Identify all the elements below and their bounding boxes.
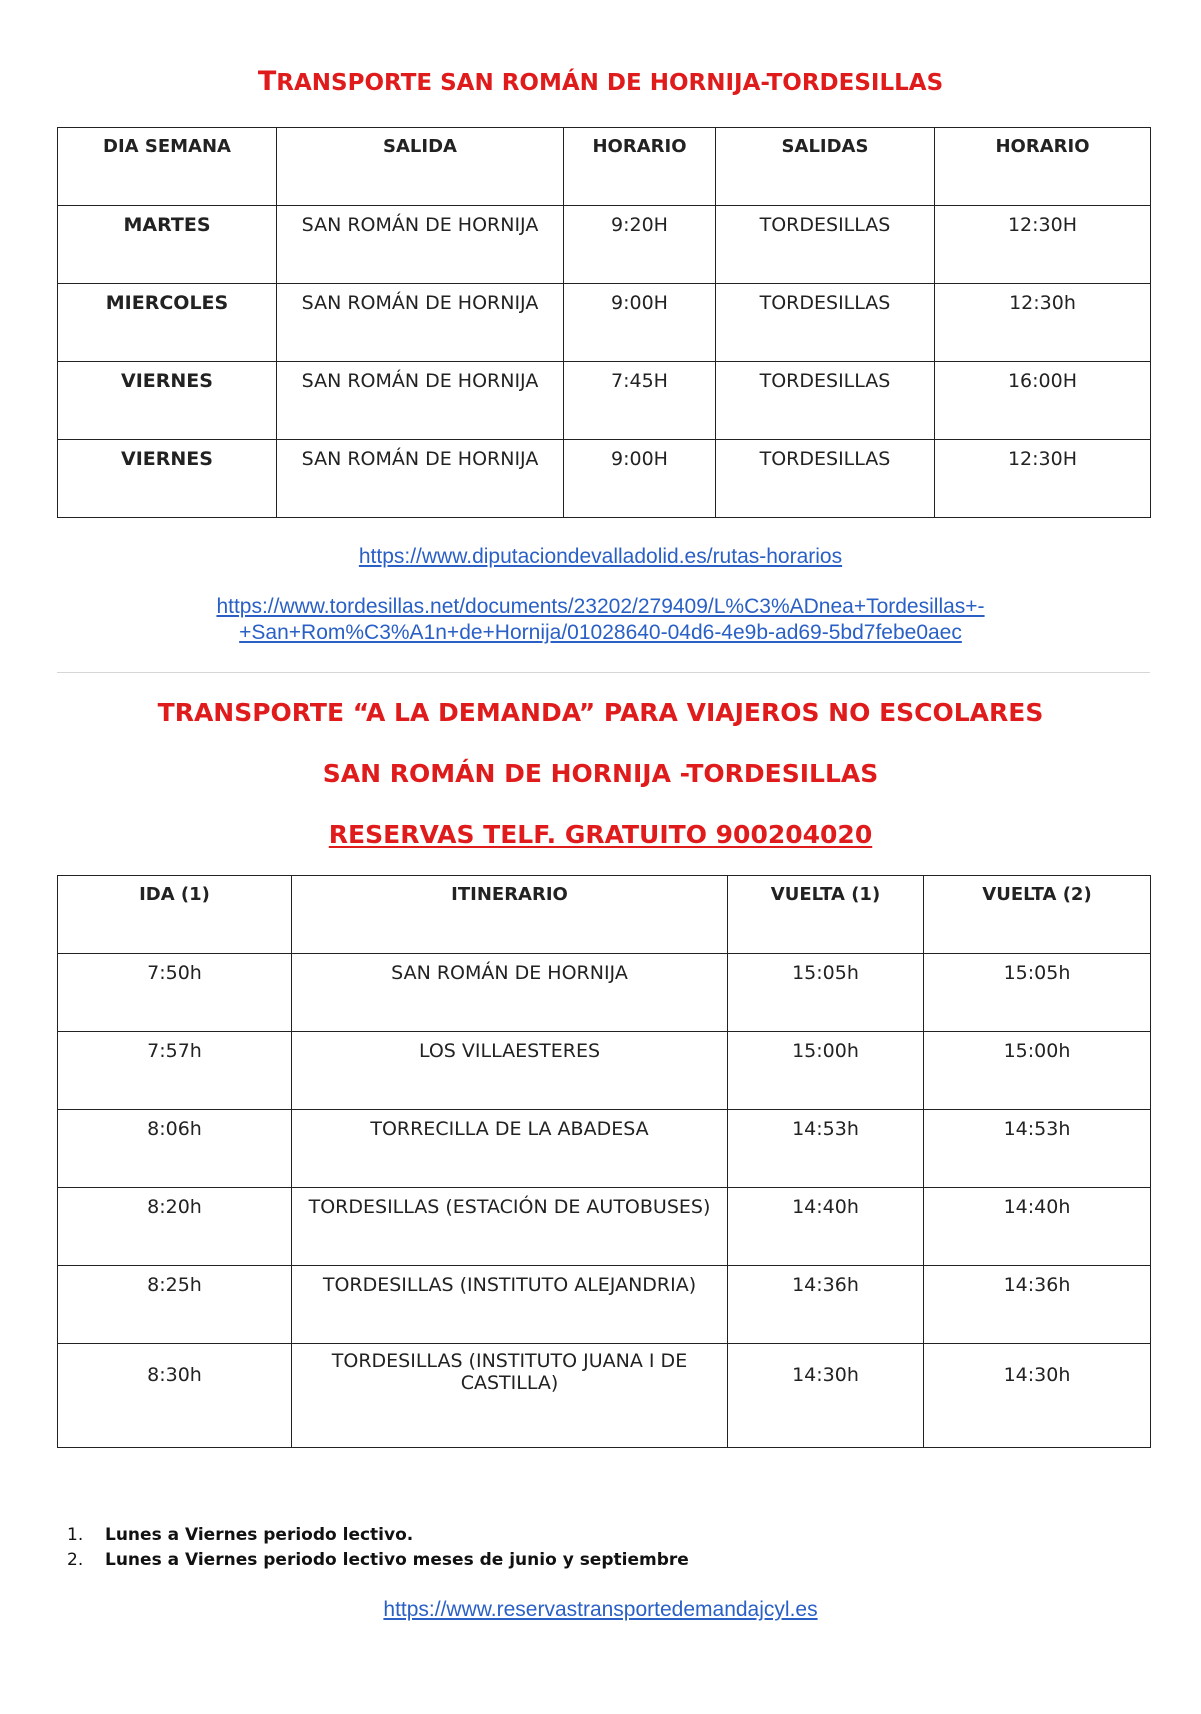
cell-return-departure: TORDESILLAS [716, 440, 935, 518]
cell-return-departure: TORDESILLAS [716, 362, 935, 440]
cell-day: MIERCOLES [58, 284, 277, 362]
cell-day: VIERNES [58, 362, 277, 440]
table-row [58, 1188, 1151, 1266]
reservas-link[interactable]: https://www.reservastransportedemandajcyl.es [383, 1598, 818, 1621]
cell-departure: SAN ROMÁN DE HORNIJA [277, 206, 564, 284]
table-row [58, 284, 1151, 362]
table-row [58, 1032, 1151, 1110]
cell-vuelta-1: 14:36h [728, 1266, 924, 1344]
footnote-item: 1. Lunes a Viernes periodo lectivo. [67, 1525, 414, 1545]
cell-ida: 8:20h [58, 1188, 292, 1266]
header-dia-semana: DIA SEMANA [58, 128, 277, 206]
cell-time: 7:45H [564, 362, 716, 440]
cell-ida: 8:06h [58, 1110, 292, 1188]
cell-vuelta-2: 14:36h [924, 1266, 1151, 1344]
cell-return-time: 12:30h [935, 284, 1151, 362]
table-header-row [58, 128, 1151, 206]
cell-return-time: 12:30H [935, 206, 1151, 284]
cell-vuelta-1: 15:05h [728, 954, 924, 1032]
cell-vuelta-2: 14:40h [924, 1188, 1151, 1266]
table-header-row [58, 876, 1151, 954]
footnote-item: 2. Lunes a Viernes periodo lectivo meses de junio y septiembre [67, 1550, 689, 1570]
reservation-phone: RESERVAS TELF. GRATUITO 900204020 [328, 820, 873, 849]
section2-title: TRANSPORTE “A LA DEMANDA” PARA VIAJEROS NO ESCOLARES [157, 698, 1044, 727]
table-row [58, 1344, 1151, 1448]
tordesillas-link[interactable]: https://www.tordesillas.net/documents/23202/279409/L%C3%ADnea+Tordesillas+- +San+Rom%C3%A1n+de+Hornija/01028640-04d6-4e9b-ad69-5bd7febe0aec [216, 595, 985, 644]
cell-day: MARTES [58, 206, 277, 284]
table-row [58, 1110, 1151, 1188]
schedule-table [57, 127, 1151, 518]
header-horario-2: HORARIO [935, 128, 1151, 206]
cell-vuelta-2: 14:53h [924, 1110, 1151, 1188]
header-horario: HORARIO [564, 128, 716, 206]
table-row [58, 1266, 1151, 1344]
cell-itinerario: TORDESILLAS (INSTITUTO JUANA I DE CASTILLA) [292, 1344, 728, 1448]
header-ida: IDA (1) [58, 876, 292, 954]
cell-itinerario: LOS VILLAESTERES [292, 1032, 728, 1110]
cell-ida: 8:25h [58, 1266, 292, 1344]
cell-time: 9:20H [564, 206, 716, 284]
cell-itinerario: TORRECILLA DE LA ABADESA [292, 1110, 728, 1188]
table-row [58, 954, 1151, 1032]
table-row [58, 206, 1151, 284]
cell-return-time: 12:30H [935, 440, 1151, 518]
cell-return-time: 16:00H [935, 362, 1151, 440]
cell-vuelta-2: 15:00h [924, 1032, 1151, 1110]
on-demand-table [57, 875, 1151, 1448]
cell-vuelta-1: 14:30h [728, 1344, 924, 1448]
table-row [58, 440, 1151, 518]
cell-vuelta-2: 14:30h [924, 1344, 1151, 1448]
header-vuelta-1: VUELTA (1) [728, 876, 924, 954]
cell-ida: 7:50h [58, 954, 292, 1032]
section1-title: TRANSPORTE SAN ROMÁN DE HORNIJA-TORDESILLAS [257, 66, 944, 97]
cell-time: 9:00H [564, 440, 716, 518]
cell-ida: 8:30h [58, 1344, 292, 1448]
section-divider [57, 672, 1150, 673]
cell-departure: SAN ROMÁN DE HORNIJA [277, 284, 564, 362]
cell-day: VIERNES [58, 440, 277, 518]
cell-vuelta-1: 15:00h [728, 1032, 924, 1110]
section2-subtitle: SAN ROMÁN DE HORNIJA -TORDESILLAS [322, 759, 879, 788]
cell-vuelta-2: 15:05h [924, 954, 1151, 1032]
cell-itinerario: TORDESILLAS (INSTITUTO ALEJANDRIA) [292, 1266, 728, 1344]
cell-ida: 7:57h [58, 1032, 292, 1110]
cell-departure: SAN ROMÁN DE HORNIJA [277, 440, 564, 518]
cell-vuelta-1: 14:40h [728, 1188, 924, 1266]
cell-vuelta-1: 14:53h [728, 1110, 924, 1188]
table-row [58, 362, 1151, 440]
cell-itinerario: TORDESILLAS (ESTACIÓN DE AUTOBUSES) [292, 1188, 728, 1266]
cell-return-departure: TORDESILLAS [716, 206, 935, 284]
cell-itinerario: SAN ROMÁN DE HORNIJA [292, 954, 728, 1032]
header-vuelta-2: VUELTA (2) [924, 876, 1151, 954]
cell-return-departure: TORDESILLAS [716, 284, 935, 362]
header-salida: SALIDA [277, 128, 564, 206]
footnotes [67, 1523, 689, 1573]
header-salidas: SALIDAS [716, 128, 935, 206]
header-itinerario: ITINERARIO [292, 876, 728, 954]
diputacion-link[interactable]: https://www.diputaciondevalladolid.es/rutas-horarios [358, 545, 843, 568]
cell-time: 9:00H [564, 284, 716, 362]
cell-departure: SAN ROMÁN DE HORNIJA [277, 362, 564, 440]
